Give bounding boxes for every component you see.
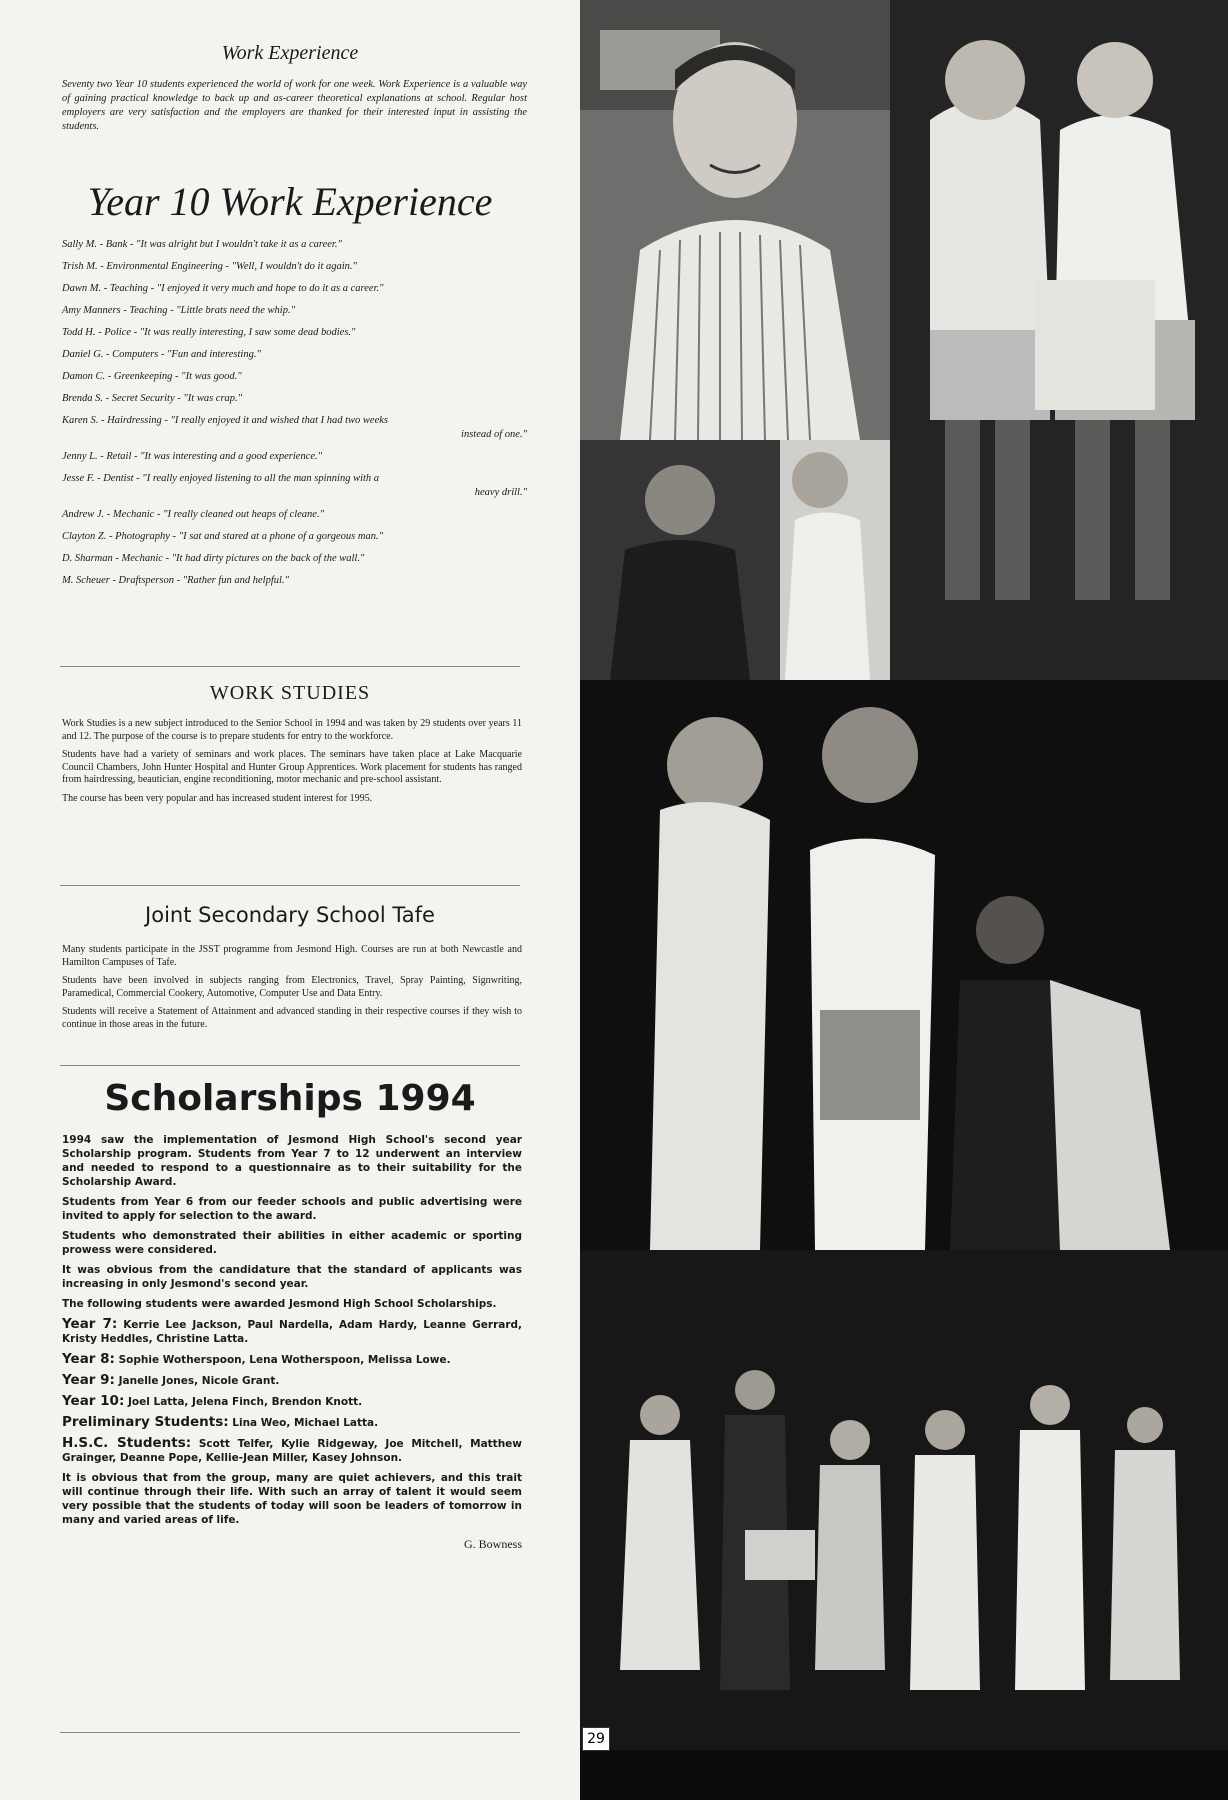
quote-item: Brenda S. - Secret Security - "It was crap." <box>62 393 243 404</box>
paragraph: Students who demonstrated their abilities in either academic or sporting prowess were considered. <box>62 1230 522 1256</box>
quote-item: Trish M. - Environmental Engineering - "Well, I wouldn't do it again." <box>62 261 357 272</box>
quote-item: Clayton Z. - Photography - "I sat and stared at a phone of a gorgeous man." <box>62 531 383 542</box>
paragraph: Students have had a variety of seminars and work places. The seminars have taken place at Lake Macquarie Council Chambers, John Hunter Hospital and Hunter Group Apprentices. Work placement for students has ranged from hairdressing, beautician, engine reconditioning, motor mechanic and pre-school assistant. <box>62 749 522 785</box>
students-photo-top-right <box>890 0 1228 680</box>
year10-list: Year 10: Joel Latta, Jelena Finch, Brendon Knott. <box>62 1393 363 1409</box>
divider <box>60 1065 520 1066</box>
divider <box>60 1732 520 1733</box>
paragraph: Work Studies is a new subject introduced to the Senior School in 1994 and was taken by 29 students over years 11 and 12. The purpose of the course is to prepare students for entry to the workforce. <box>62 718 522 742</box>
divider <box>60 666 520 667</box>
paragraph: Students have been involved in subjects ranging from Electronics, Travel, Spray Painting, Signwriting, Paramedical, Commercial Cookery, Automotive, Computer Use and Data Entry. <box>62 975 522 999</box>
quote-item: Damon C. - Greenkeeping - "It was good." <box>62 371 242 382</box>
paragraph: Students will receive a Statement of Attainment and advanced standing in their respective courses if they wish to continue in those areas in the future. <box>62 1006 522 1030</box>
quote-list <box>62 238 527 596</box>
quote-item: Karen S. - Hairdressing - "I really enjoyed it and wished that I had two weeks instead of one." <box>62 415 527 440</box>
paragraph: It is obvious that from the group, many are quiet achievers, and this trait will continue through their life. With such an array of talent it would seem very possible that the students of today will soon be leaders of tomorrow in many and varied areas of life. <box>62 1472 522 1526</box>
paragraph: 1994 saw the implementation of Jesmond High School's second year Scholarship program. Students from Year 7 to 12 underwent an interview and needed to respond to a questionnaire as to their suitability for the Scholarship Award. <box>62 1134 522 1188</box>
hsc-list: H.S.C. Students: Scott Telfer, Kylie Ridgeway, Joe Mitchell, Matthew Grainger, Deanne Pope, Kellie-Jean Miller, Kasey Johnson. <box>62 1435 522 1464</box>
quote-item: Jesse F. - Dentist - "I really enjoyed listening to all the man spinning with a heavy drill." <box>62 473 527 498</box>
work-studies-body <box>62 718 522 811</box>
page-number: 29 <box>582 1727 610 1751</box>
scholarship-group-photo <box>580 1250 1228 1800</box>
award-ceremony-photo <box>580 680 1228 1250</box>
quote-item: Todd H. - Police - "It was really interesting, I saw some dead bodies." <box>62 327 356 338</box>
paragraph: Many students participate in the JSST programme from Jesmond High. Courses are run at both Newcastle and Hamilton Campuses of Tafe. <box>62 944 522 968</box>
quote-item: Andrew J. - Mechanic - "I really cleaned out heaps of cleane." <box>62 509 324 520</box>
paragraph: The following students were awarded Jesmond High School Scholarships. <box>62 1298 497 1310</box>
scholarships-body <box>62 1133 522 1551</box>
work-experience-title: Work Experience <box>221 42 359 64</box>
work-studies-title: WORK STUDIES <box>209 682 371 704</box>
quote-item: D. Sharman - Mechanic - "It had dirty pictures on the back of the wall." <box>62 553 365 564</box>
quote-item: Jenny L. - Retail - "It was interesting and a good experience." <box>62 451 323 462</box>
quote-item: Amy Manners - Teaching - "Little brats need the whip." <box>62 305 295 316</box>
teacher-portrait-photo <box>580 0 890 440</box>
author: G. Bowness <box>463 1537 522 1551</box>
work-experience-intro: Seventy two Year 10 students experienced the world of work for one week. Work Experience is a valuable way of gaining practical knowledge to back up and as-career theoretical explanations at school. Regular host employers are very satisfaction and the employers are thanked for their interested input in assisting the students. <box>62 79 527 132</box>
year7-list: Year 7: Kerrie Lee Jackson, Paul Nardella, Adam Hardy, Leanne Gerrard, Kristy Heddles, Christine Latta. <box>62 1316 523 1345</box>
quote-item: Daniel G. - Computers - "Fun and interesting." <box>62 349 261 360</box>
students-photo-middle <box>580 440 890 680</box>
divider <box>60 885 520 886</box>
paragraph: It was obvious from the candidature that the standard of applicants was increasing in only Jesmond's second year. <box>62 1264 522 1290</box>
paragraph: Students from Year 6 from our feeder schools and public advertising were invited to apply for selection to the award. <box>62 1196 522 1222</box>
paragraph: The course has been very popular and has increased student interest for 1995. <box>62 792 373 804</box>
year9-list: Year 9: Janelle Jones, Nicole Grant. <box>62 1372 280 1388</box>
photo-column <box>580 0 1228 1800</box>
scholarships-title: Scholarships 1994 <box>104 1078 476 1119</box>
joint-tafe-body <box>62 944 522 1037</box>
quote-item: M. Scheuer - Draftsperson - "Rather fun and helpful." <box>62 575 289 586</box>
quote-item: Sally M. - Bank - "It was alright but I wouldn't take it as a career." <box>62 239 342 250</box>
year8-list: Year 8: Sophie Wotherspoon, Lena Wotherspoon, Melissa Lowe. <box>62 1351 451 1367</box>
year10-title: Year 10 Work Experience <box>87 179 493 224</box>
text-column <box>0 0 580 1800</box>
preliminary-list: Preliminary Students: Lina Weo, Michael Latta. <box>62 1414 379 1430</box>
joint-tafe-title: Joint Secondary School Tafe <box>145 903 435 927</box>
quote-item: Dawn M. - Teaching - "I enjoyed it very much and hope to do it as a career." <box>62 283 384 294</box>
